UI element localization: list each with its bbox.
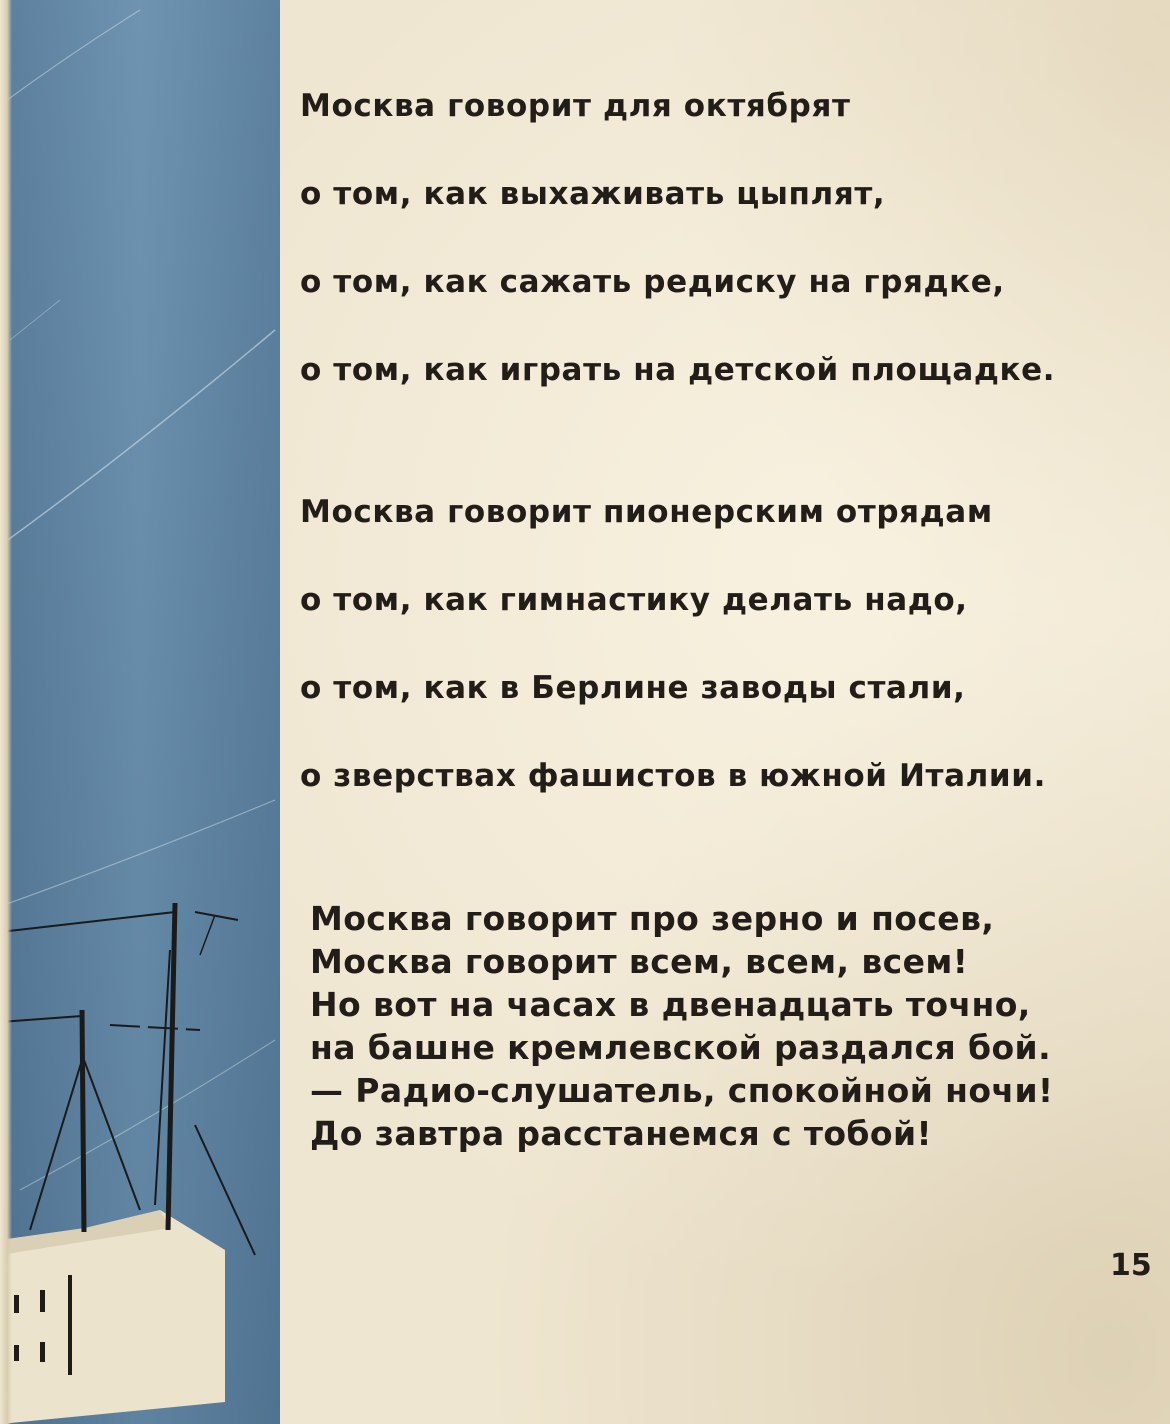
stanza-3: [310, 897, 1053, 1155]
poem-line: Но вот на часах в двенадцать точно,: [310, 985, 1031, 1024]
poem-line: о том, как в Берлине заводы стали,: [300, 670, 966, 706]
page-left-edge: [0, 0, 12, 1424]
poem-line: Москва говорит про зерно и посев,: [310, 899, 995, 938]
poem-line: Москва говорит для октябрят: [300, 88, 851, 124]
poem-line: о том, как выхаживать цыплят,: [300, 176, 886, 212]
poem-line: Москва говорит всем, всем, всем!: [310, 942, 969, 981]
stanza-1: [300, 86, 1055, 438]
poem-line: на башне кремлевской раздался бой.: [310, 1028, 1052, 1067]
poem-line: Москва говорит пионерским отрядам: [300, 494, 993, 530]
poem-line: о том, как сажать редиску на грядке,: [300, 264, 1005, 300]
poem-line: о том, как играть на детской площадке.: [300, 352, 1056, 388]
poem-line: о том, как гимнастику делать надо,: [300, 582, 968, 618]
page-number: 15: [1110, 1248, 1152, 1283]
poem-line: о зверствах фашистов в южной Италии.: [300, 758, 1046, 794]
rooftop-antenna-illustration: [0, 0, 280, 1424]
poem-line: — Радио-слушатель, спокойной ночи!: [310, 1071, 1054, 1110]
poem-line: До завтра расстанемся с тобой!: [310, 1114, 932, 1153]
stanza-2: [300, 492, 1046, 844]
